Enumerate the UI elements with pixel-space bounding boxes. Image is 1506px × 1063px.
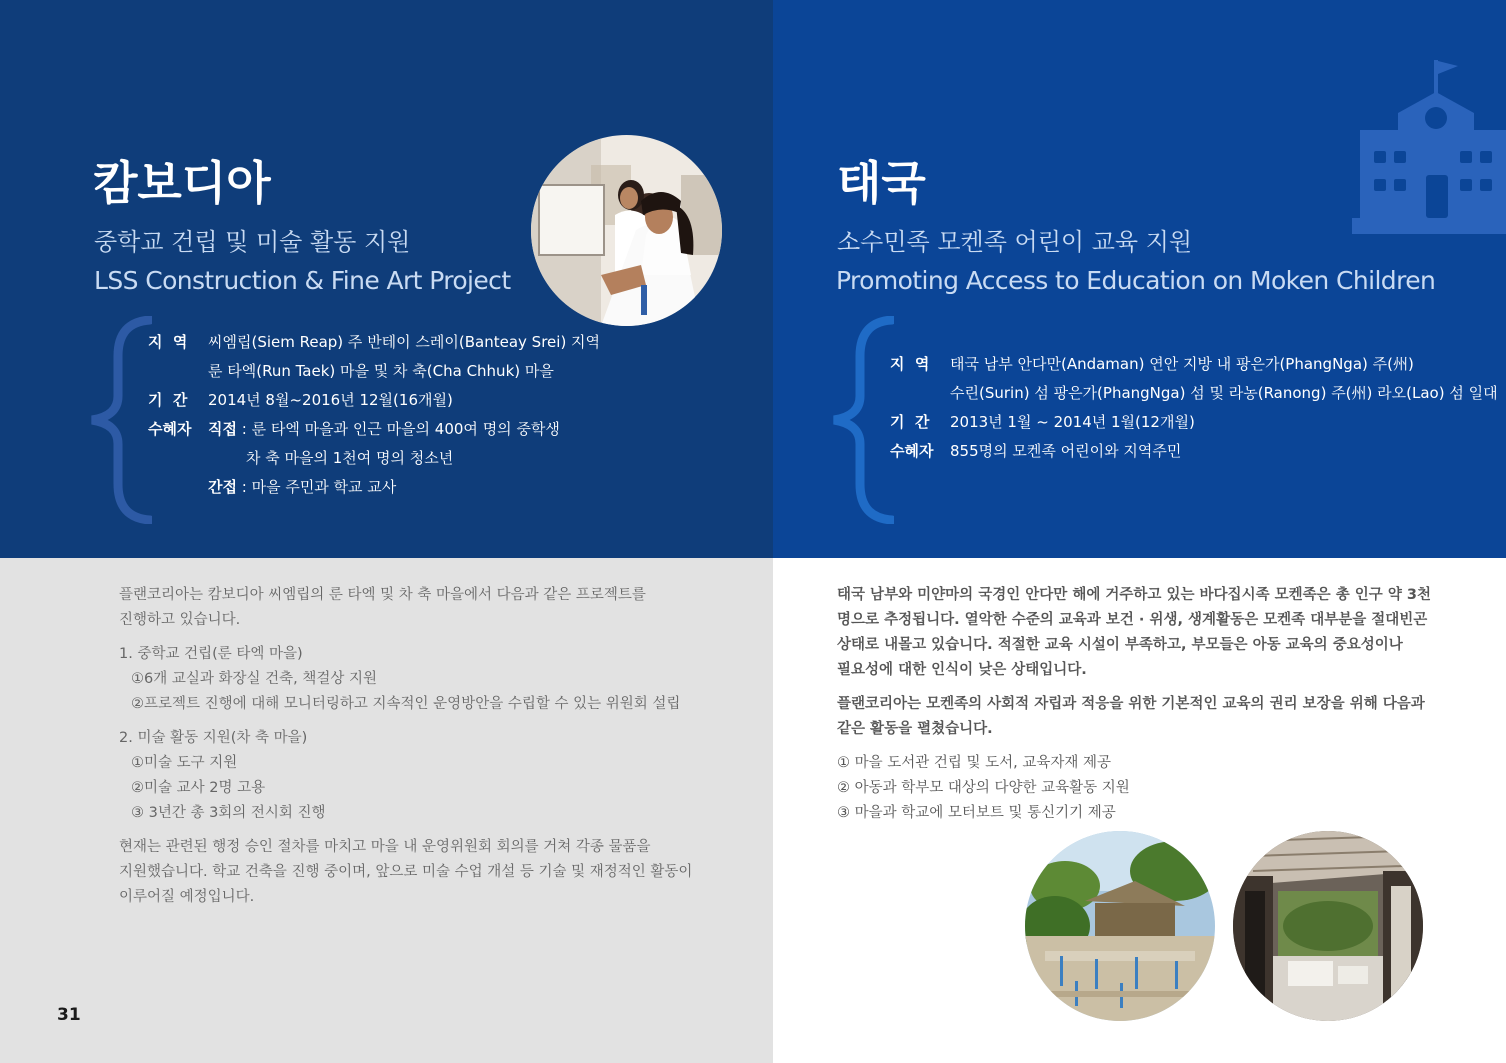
cambodia-item2-title: 2. 미술 활동 지원(차 축 마을) (119, 730, 308, 746)
thailand-construction-photo (1025, 831, 1215, 1021)
thailand-info-block (890, 350, 1498, 466)
cambodia-beneficiary-label: 수혜자 (148, 420, 192, 438)
cambodia-direct-label: 직접 (208, 420, 237, 438)
thailand-title: 태국 (837, 156, 926, 210)
cambodia-intro-line1: 플랜코리아는 캄보디아 씨엠립의 룬 타엑 및 차 축 마을에서 다음과 같은 프로젝트를 (119, 587, 646, 603)
cambodia-item1-sub2: ②프로젝트 진행에 대해 모니터링하고 지속적인 운영방안을 수립할 수 있는 위원회 설립 (131, 696, 681, 712)
thailand-library-photo (1233, 831, 1423, 1021)
cambodia-outro-line2: 지원했습니다. 학교 건축을 진행 중이며, 앞으로 미술 수업 개설 등 기술 및 재정적인 활동이 (119, 864, 693, 880)
thailand-p1-line3: 상태로 내몰고 있습니다. 적절한 교육 시설이 부족하고, 부모들은 아동 교육의 중요성이나 (837, 637, 1403, 653)
thailand-period-label: 기 간 (890, 413, 930, 431)
cambodia-info-block (148, 328, 748, 502)
thailand-body-text (837, 583, 1477, 826)
cambodia-region-line1: 씨엠립(Siem Reap) 주 반테이 스레이(Banteay Srei) 지역 (208, 333, 601, 351)
page-number: 31 (57, 1005, 81, 1025)
thailand-beneficiary-label: 수혜자 (890, 442, 934, 460)
thailand-item3: ③ 마을과 학교에 모터보트 및 통신기기 제공 (837, 805, 1116, 821)
cambodia-direct-line2: 차 축 마을의 1천여 명의 청소년 (246, 449, 454, 467)
cambodia-period-label: 기 간 (148, 391, 188, 409)
cambodia-outro-line3: 이루어질 예정입니다. (119, 889, 255, 905)
thailand-beneficiary-value: 855명의 모켄족 어린이와 지역주민 (950, 442, 1182, 460)
thailand-p1-line2: 명으로 추정됩니다. 열악한 수준의 교육과 보건 · 위생, 생계활동은 모켄족 대부분을 절대빈곤 (837, 612, 1428, 628)
thailand-brace-icon (828, 316, 894, 524)
thailand-p1-line4: 필요성에 대한 인식이 낮은 상태입니다. (837, 662, 1087, 678)
cambodia-students-photo (531, 135, 722, 326)
cambodia-direct-line1: : 룬 타엑 마을과 인근 마을의 400여 명의 중학생 (236, 420, 560, 438)
cambodia-intro-line2: 진행하고 있습니다. (119, 612, 241, 628)
cambodia-region-label: 지 역 (148, 333, 188, 351)
cambodia-period-value: 2014년 8월~2016년 12월(16개월) (208, 391, 453, 409)
cambodia-outro-line1: 현재는 관련된 행정 승인 절차를 마치고 마을 내 운영위원회 회의를 거쳐 각종 물품을 (119, 839, 651, 855)
cambodia-body-text (119, 583, 759, 910)
cambodia-indirect-label: 간접 (208, 478, 237, 496)
cambodia-item2-sub1: ①미술 도구 지원 (131, 755, 238, 771)
cambodia-title: 캄보디아 (93, 156, 271, 210)
cambodia-indirect-value: : 마을 주민과 학교 교사 (236, 478, 397, 496)
cambodia-subtitle-ko: 중학교 건립 및 미술 활동 지원 (94, 228, 411, 256)
thailand-period-value: 2013년 1월 ~ 2014년 1월(12개월) (950, 413, 1195, 431)
thailand-item2: ② 아동과 학부모 대상의 다양한 교육활동 지원 (837, 780, 1130, 796)
cambodia-item2-sub3: ③ 3년간 총 3회의 전시회 진행 (131, 805, 326, 821)
thailand-region-line1: 태국 남부 안다만(Andaman) 연안 지방 내 팡은가(PhangNga) 주(州) (950, 355, 1414, 373)
thailand-region-line2: 수린(Surin) 섬 팡은가(PhangNga) 섬 및 라농(Ranong) 주(州) 라오(Lao) 섬 일대 (950, 384, 1498, 402)
thailand-p2-line1: 플랜코리아는 모켄족의 사회적 자립과 적응을 위한 기본적인 교육의 권리 보장을 위해 다음과 (837, 696, 1425, 712)
thailand-subtitle-ko: 소수민족 모켄족 어린이 교육 지원 (837, 228, 1193, 256)
cambodia-item2-sub2: ②미술 교사 2명 고용 (131, 780, 266, 796)
cambodia-subtitle-en: LSS Construction & Fine Art Project (94, 266, 511, 295)
school-building-icon (1352, 58, 1506, 236)
thailand-subtitle-en: Promoting Access to Education on Moken Children (836, 266, 1436, 295)
thailand-p1-line1: 태국 남부와 미얀마의 국경인 안다만 해에 거주하고 있는 바다집시족 모켄족은 총 인구 약 3천 (837, 587, 1431, 603)
cambodia-region-line2: 룬 타엑(Run Taek) 마을 및 차 축(Cha Chhuk) 마을 (208, 362, 554, 380)
thailand-region-label: 지 역 (890, 355, 930, 373)
cambodia-item1-title: 1. 중학교 건립(룬 타엑 마을) (119, 646, 303, 662)
cambodia-item1-sub1: ①6개 교실과 화장실 건축, 책걸상 지원 (131, 671, 377, 687)
thailand-item1: ① 마을 도서관 건립 및 도서, 교육자재 제공 (837, 755, 1111, 771)
cambodia-brace-icon (86, 316, 152, 524)
thailand-p2-line2: 같은 활동을 펼쳤습니다. (837, 721, 993, 737)
